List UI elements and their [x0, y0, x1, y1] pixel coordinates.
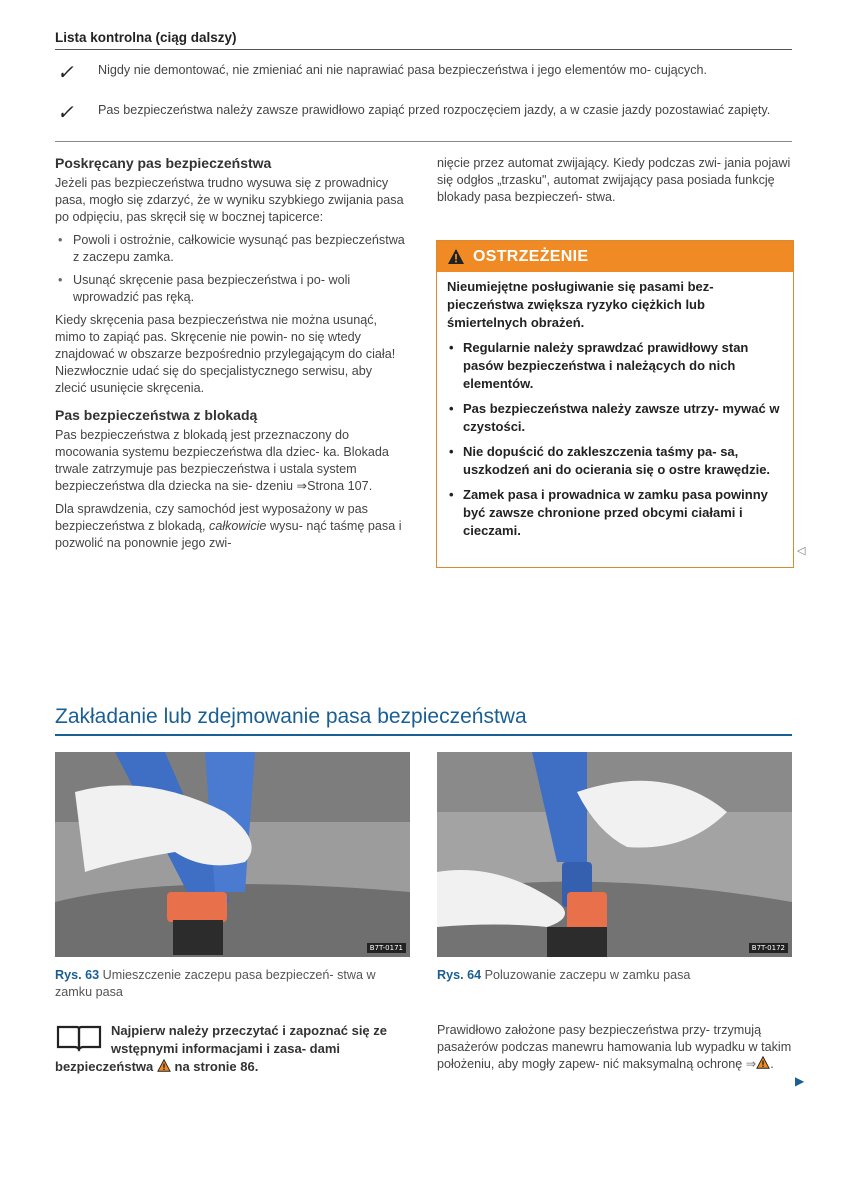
warning-item: • Zamek pasa i prowadnica w zamku pasa powinny być zawsze chronione przed obcymi ciałami i cieczami.: [447, 486, 783, 540]
checklist-divider: [55, 141, 792, 142]
caption-text: Poluzowanie zaczepu w zamku pasa: [484, 968, 691, 982]
warning-box: [436, 240, 794, 568]
paragraph: Jeżeli pas bezpieczeństwa trudno wysuwa się z prowadnicy pasa, mogło się zdarzyć, że w wyniku szybkiego zwijania pasa po odpięciu, pas skręcił się w bocznej tapicerce:: [55, 176, 404, 224]
note-text: Najpierw należy przeczytać i zapoznać się ze wstępnymi informacjami i zasa- dami bezpieczeństwa: [55, 1023, 388, 1074]
right-column-text: nięcie przez automat zwijający. Kiedy podczas zwi- jania pojawi się odgłos „trzasku", automat zwijający pasa posiada funkcję blokady pasa bezpieczeń- stwa.: [437, 156, 791, 204]
seatbelt-release-illustration: [437, 752, 792, 957]
read-first-note: [55, 1022, 405, 1076]
warning-triangle-icon: [756, 1056, 770, 1069]
warning-header: [437, 241, 793, 272]
warning-intro: Nieumiejętne posługiwanie się pasami bez- pieczeństwa zwiększa ryzyko ciężkich lub śmiertelnych obrażeń.: [447, 279, 714, 330]
section-end-icon: ◁: [797, 545, 806, 557]
paragraph: Pas bezpieczeństwa z blokadą jest przeznaczony do mocowania systemu bezpieczeństwa dla dziec- ka. Blokada trwale zatrzymuje pas bezpieczeństwa i ustala system bezpieczeństwa dla dziecka na sie- dzeniu ⇒Strona 107.: [55, 428, 389, 493]
figure-code: B7T-0172: [749, 943, 788, 953]
text-span: Dla sprawdzenia, czy samochód jest wyposażony w pas bezpieczeństwa z blokadą,: [55, 502, 368, 533]
warning-triangle-icon: [157, 1059, 171, 1072]
heading-twisted-belt: Poskręcany pas bezpieczeństwa: [55, 155, 272, 171]
paragraph: Kiedy skręcenia pasa bezpieczeństwa nie można usunąć, mimo to zapiąć pas. Skręcenie nie powin- no się wtedy znajdować w obszarze bezpośrednio przylegającym do ciała! Niezwłocznie udać się do specjalistycznego serwisu, aby zlecić usunięcie skręcenia.: [55, 313, 396, 395]
bullet-item: • Usunąć skręcenie pasa bezpieczeństwa i po- woli wprowadzić pas ręką.: [55, 272, 407, 306]
figure-63-image: [55, 752, 410, 957]
page-header-title: Lista kontrolna (ciąg dalszy): [55, 30, 237, 45]
section-divider: [55, 734, 792, 736]
figure-64-image: [437, 752, 792, 957]
text-span: wysu- nąć taśmę pasa i pozwolić na ponownie jego zwi-: [55, 519, 402, 550]
reference-arrow: ⇒: [745, 1057, 757, 1071]
checklist-item-1: Nigdy nie demontować, nie zmieniać ani nie naprawiać pasa bezpieczeństwa i jego elementów mo- cujących.: [98, 63, 708, 77]
warning-triangle-icon: [447, 248, 465, 265]
figure-64-caption: [437, 967, 792, 984]
figure-63-caption: [55, 967, 410, 1001]
warning-item: • Regularnie należy sprawdzać prawidłowy stan pasów bezpieczeństwa i należących do nich elementów.: [447, 339, 783, 393]
next-page-icon: ▶: [795, 1074, 805, 1088]
bullet-item: • Powoli i ostrożnie, całkowicie wysunąć pas bezpieczeństwa z zaczepu zamka.: [55, 232, 407, 266]
closing-paragraph: Prawidłowo założone pasy bezpieczeństwa przy- trzymują pasażerów podczas manewru hamowania lub wypadku w takim położeniu, aby mogły zapew- nić maksymalną ochronę ⇒ .: [437, 1023, 792, 1071]
figure-label: Rys. 64: [437, 968, 482, 982]
note-suffix: na stronie 86.: [174, 1059, 259, 1074]
figure-code: B7T-0171: [367, 943, 406, 953]
warning-item: • Pas bezpieczeństwa należy zawsze utrzy- mywać w czystości.: [447, 400, 783, 436]
figure-label: Rys. 63: [55, 968, 100, 982]
check-icon: ✓: [57, 62, 74, 84]
check-icon: ✓: [57, 102, 74, 124]
paragraph: [55, 501, 407, 552]
checklist-item-2: Pas bezpieczeństwa należy zawsze prawidłowo zapiąć przed rozpoczęciem jazdy, a w czasie jazdy pozostawiać zapięty.: [98, 103, 771, 117]
emphasis: całkowicie: [209, 519, 267, 533]
warning-body: [437, 272, 793, 553]
heading-locking-belt: Pas bezpieczeństwa z blokadą: [55, 407, 258, 423]
header-divider: [55, 49, 792, 50]
caption-text: Umieszczenie zaczepu pasa bezpieczeń- stwa w zamku pasa: [55, 968, 376, 999]
section-title: Zakładanie lub zdejmowanie pasa bezpieczeństwa: [55, 705, 527, 728]
warning-title: OSTRZEŻENIE: [473, 247, 589, 265]
book-icon: [55, 1022, 103, 1052]
seatbelt-buckle-illustration: [55, 752, 410, 957]
left-column: [55, 155, 407, 558]
closing-text: Prawidłowo założone pasy bezpieczeństwa przy- trzymują pasażerów podczas manewru hamowania lub wypadku w takim położeniu, aby mogły zapew- nić maksymalną ochronę: [437, 1023, 792, 1071]
warning-item: • Nie dopuścić do zakleszczenia taśmy pa- sa, uszkodzeń ani do ocierania się o ostre krawędzie.: [447, 443, 783, 479]
